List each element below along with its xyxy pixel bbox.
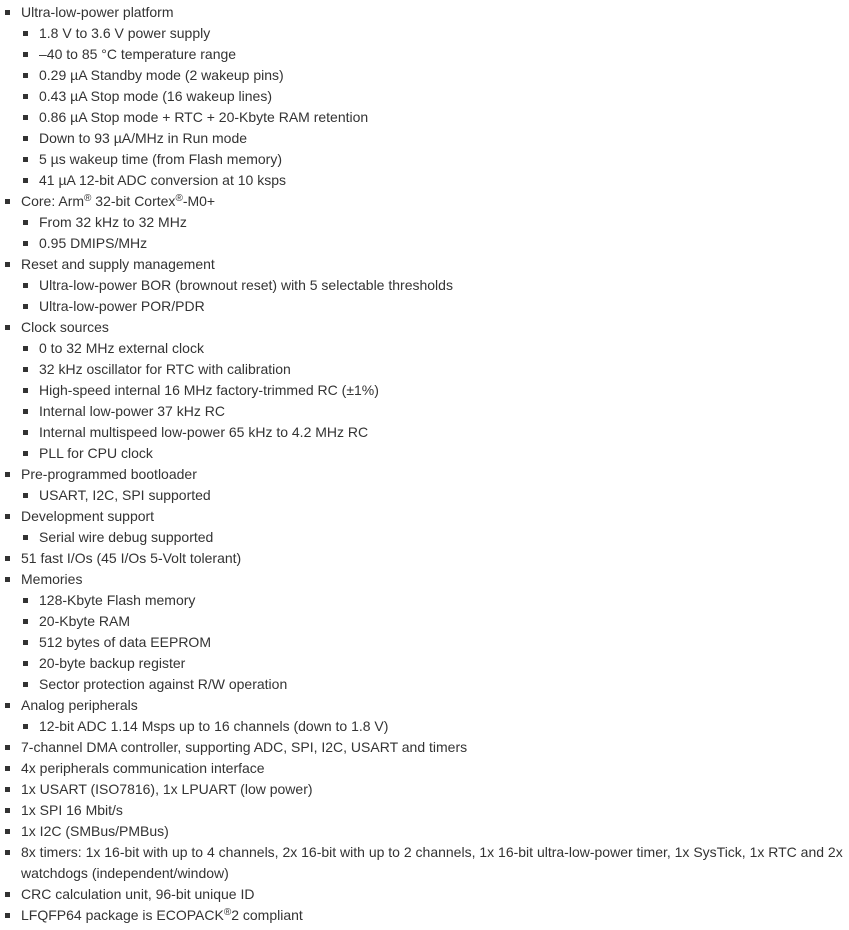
bullet-icon	[23, 640, 28, 645]
sub-list-item	[0, 443, 849, 464]
list-item-text: Pre-programmed bootloader	[21, 466, 197, 482]
sub-list-item	[0, 86, 849, 107]
list-item-text: 1x USART (ISO7816), 1x LPUART (low power)	[21, 781, 313, 797]
list-item	[0, 800, 849, 821]
bullet-icon	[23, 283, 28, 288]
list-item-text: 41 µA 12-bit ADC conversion at 10 ksps	[39, 172, 286, 188]
list-item-text: High-speed internal 16 MHz factory-trimmed RC (±1%)	[39, 382, 379, 398]
list-item-text: Ultra-low-power BOR (brownout reset) with 5 selectable thresholds	[39, 277, 453, 293]
bullet-icon	[5, 808, 10, 813]
sub-list-item	[0, 170, 849, 191]
sub-list-item	[0, 44, 849, 65]
bullet-icon	[23, 241, 28, 246]
bullet-icon	[5, 892, 10, 897]
sub-list-item	[0, 149, 849, 170]
list-item	[0, 254, 849, 275]
sub-list-item	[0, 716, 849, 737]
list-item-text: 0.95 DMIPS/MHz	[39, 235, 148, 251]
bullet-icon	[23, 451, 28, 456]
list-item-text: 12-bit ADC 1.14 Msps up to 16 channels (down to 1.8 V)	[39, 718, 389, 734]
sub-list-item	[0, 380, 849, 401]
sub-list-item	[0, 212, 849, 233]
sub-list-item	[0, 107, 849, 128]
bullet-icon	[5, 703, 10, 708]
list-item-text: 7-channel DMA controller, supporting ADC, SPI, I2C, USART and timers	[21, 739, 468, 755]
bullet-icon	[5, 913, 10, 918]
bullet-icon	[23, 367, 28, 372]
list-item-text: USART, I2C, SPI supported	[39, 487, 211, 503]
bullet-icon	[5, 766, 10, 771]
list-item-text: 512 bytes of data EEPROM	[39, 634, 211, 650]
list-item-text: 20-byte backup register	[39, 655, 186, 671]
list-item	[0, 905, 849, 926]
list-item-text: Ultra-low-power POR/PDR	[39, 298, 205, 314]
list-item-text: 0.29 µA Standby mode (2 wakeup pins)	[39, 67, 284, 83]
bullet-icon	[23, 346, 28, 351]
sub-list-item	[0, 590, 849, 611]
bullet-icon	[23, 52, 28, 57]
bullet-icon	[5, 472, 10, 477]
bullet-icon	[23, 724, 28, 729]
sub-list-item	[0, 401, 849, 422]
list-item-text: Sector protection against R/W operation	[39, 676, 288, 692]
bullet-icon	[5, 787, 10, 792]
bullet-icon	[23, 157, 28, 162]
list-item-text: 0 to 32 MHz external clock	[39, 340, 204, 356]
list-item	[0, 695, 849, 716]
list-item-text: Ultra-low-power platform	[21, 4, 174, 20]
bullet-icon	[5, 10, 10, 15]
sub-list-item	[0, 23, 849, 44]
bullet-icon	[23, 661, 28, 666]
sub-list-item	[0, 485, 849, 506]
sub-list-item	[0, 674, 849, 695]
list-item-text: 1.8 V to 3.6 V power supply	[39, 25, 211, 41]
list-item-text: 4x peripherals communication interface	[21, 760, 265, 776]
bullet-icon	[23, 220, 28, 225]
bullet-icon	[5, 514, 10, 519]
sub-list-item	[0, 653, 849, 674]
list-item-text: Serial wire debug supported	[39, 529, 214, 545]
sub-list-item	[0, 65, 849, 86]
list-item	[0, 317, 849, 338]
list-item-text: 8x timers: 1x 16-bit with up to 4 channels, 2x 16-bit with up to 2 channels, 1x 16-bit ultra-low-power timer, 1x SysTick, 1x RTC and 2x watchdogs (independent/window)	[21, 844, 843, 881]
list-item	[0, 737, 849, 758]
list-item-text: Analog peripherals	[21, 697, 138, 713]
list-item	[0, 506, 849, 527]
list-item-text: Memories	[21, 571, 83, 587]
list-item	[0, 842, 849, 884]
sub-list-item	[0, 359, 849, 380]
bullet-icon	[23, 304, 28, 309]
bullet-icon	[5, 262, 10, 267]
list-item-text: 51 fast I/Os (45 I/Os 5-Volt tolerant)	[21, 550, 242, 566]
registered-mark: ®	[223, 907, 232, 918]
list-item-text: PLL for CPU clock	[39, 445, 153, 461]
sub-list-item	[0, 275, 849, 296]
registered-mark: ®	[84, 193, 92, 204]
list-item	[0, 821, 849, 842]
list-item	[0, 779, 849, 800]
list-item	[0, 884, 849, 905]
bullet-icon	[23, 619, 28, 624]
bullet-icon	[23, 388, 28, 393]
list-item-text: 0.43 µA Stop mode (16 wakeup lines)	[39, 88, 272, 104]
bullet-icon	[5, 850, 10, 855]
list-item	[0, 548, 849, 569]
list-item-text: 32 kHz oscillator for RTC with calibration	[39, 361, 291, 377]
bullet-icon	[23, 115, 28, 120]
bullet-icon	[23, 493, 28, 498]
sub-list-item	[0, 632, 849, 653]
list-item-text: 128-Kbyte Flash memory	[39, 592, 196, 608]
bullet-icon	[23, 73, 28, 78]
list-item-text: Reset and supply management	[21, 256, 215, 272]
sub-list-item	[0, 422, 849, 443]
bullet-icon	[23, 409, 28, 414]
bullet-icon	[5, 556, 10, 561]
bullet-icon	[23, 598, 28, 603]
list-item-text: Down to 93 µA/MHz in Run mode	[39, 130, 248, 146]
sub-list-item	[0, 296, 849, 317]
list-item-text: 1x I2C (SMBus/PMBus)	[21, 823, 169, 839]
sub-list-item	[0, 128, 849, 149]
list-item-text: Development support	[21, 508, 155, 524]
list-item-text: 5 µs wakeup time (from Flash memory)	[39, 151, 283, 167]
list-item	[0, 191, 849, 212]
bullet-icon	[23, 178, 28, 183]
sub-list-item	[0, 233, 849, 254]
list-item-text: 1x SPI 16 Mbit/s	[21, 802, 123, 818]
bullet-icon	[23, 430, 28, 435]
list-item-text: Clock sources	[21, 319, 109, 335]
sub-list-item	[0, 527, 849, 548]
list-item-text: 0.86 µA Stop mode + RTC + 20-Kbyte RAM retention	[39, 109, 369, 125]
list-item-text: Internal multispeed low-power 65 kHz to 4.2 MHz RC	[39, 424, 369, 440]
list-item	[0, 464, 849, 485]
list-item-text: Core: Arm	[21, 193, 85, 209]
list-item-text: –40 to 85 °C temperature range	[39, 46, 237, 62]
list-item	[0, 758, 849, 779]
bullet-icon	[5, 325, 10, 330]
sub-list-item	[0, 611, 849, 632]
list-item-text: From 32 kHz to 32 MHz	[39, 214, 187, 230]
sub-list-item	[0, 338, 849, 359]
list-item-text: -M0+	[182, 193, 216, 209]
list-item-text: CRC calculation unit, 96-bit unique ID	[21, 886, 255, 902]
list-item-text: 32-bit Cortex	[91, 193, 176, 209]
bullet-icon	[23, 682, 28, 687]
list-item-text: LFQFP64 package is ECOPACK	[21, 907, 224, 923]
list-item	[0, 2, 849, 23]
list-item-text: 20-Kbyte RAM	[39, 613, 131, 629]
list-item-text: 2 compliant	[231, 907, 303, 923]
bullet-icon	[5, 745, 10, 750]
list-item	[0, 569, 849, 590]
bullet-icon	[23, 94, 28, 99]
bullet-icon	[5, 199, 10, 204]
bullet-icon	[23, 136, 28, 141]
bullet-icon	[23, 31, 28, 36]
bullet-icon	[5, 577, 10, 582]
bullet-icon	[23, 535, 28, 540]
bullet-icon	[5, 829, 10, 834]
registered-mark: ®	[175, 193, 183, 204]
list-item-text: Internal low-power 37 kHz RC	[39, 403, 225, 419]
